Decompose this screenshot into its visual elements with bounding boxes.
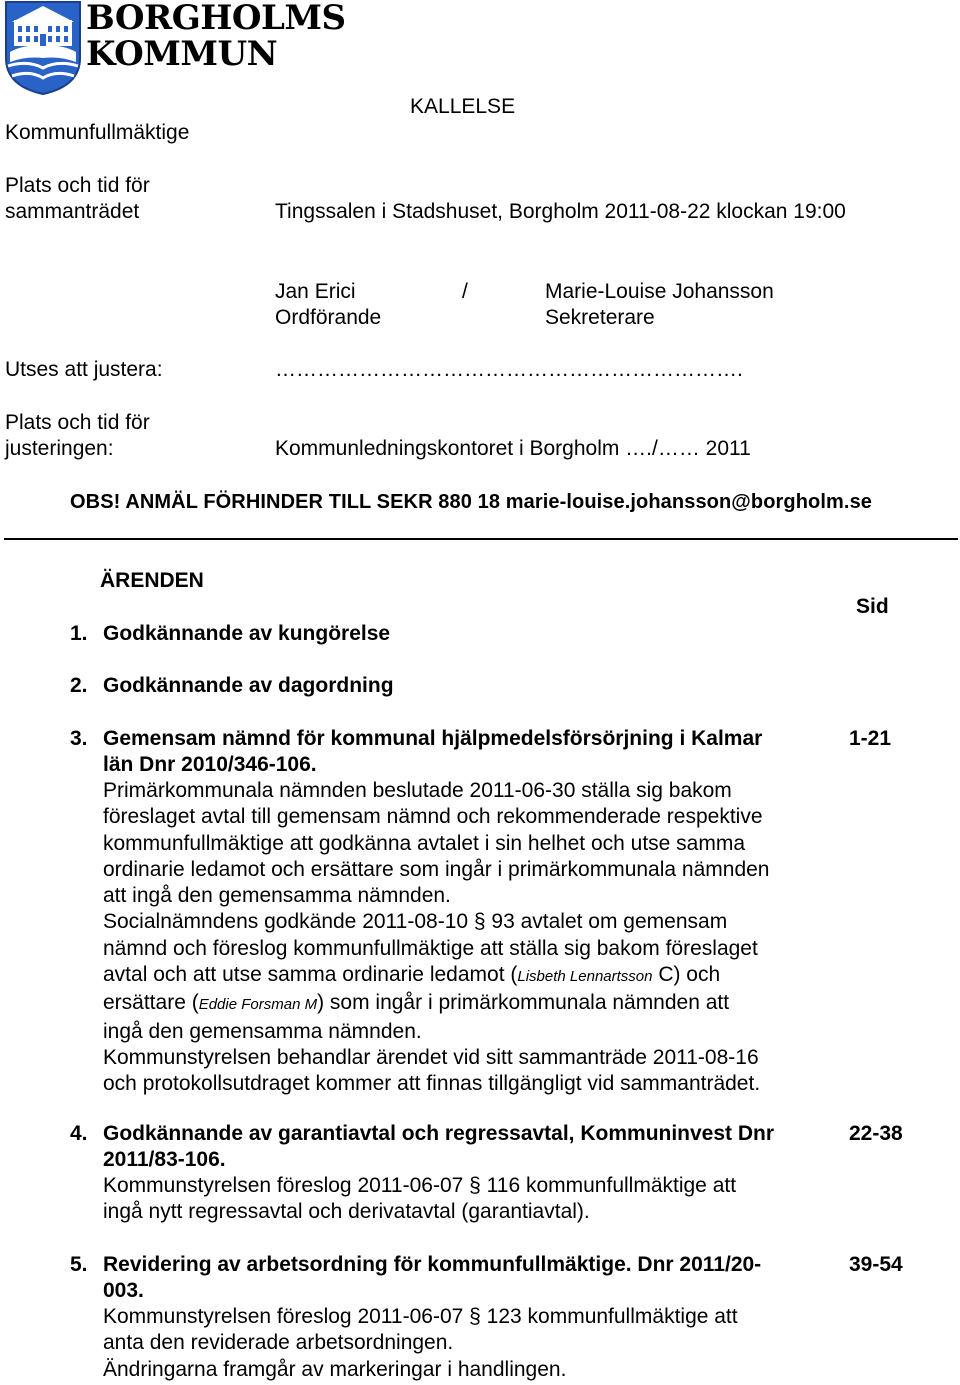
description-line: kommunfullmäktige att godkänna avtalet i sin helhet och utse samma <box>103 831 746 855</box>
item-number: 3. <box>70 727 88 750</box>
coat-of-arms-icon <box>4 0 82 96</box>
item-pages: 22-38 <box>849 1122 903 1145</box>
document-type: KALLELSE <box>410 95 516 118</box>
secretary-title: Sekreterare <box>545 306 655 329</box>
chair-name: Jan Erici <box>275 280 356 303</box>
agenda-heading: ÄRENDEN <box>100 569 204 592</box>
text-segment: avtal och att utse samma ordinarie ledamot ( <box>103 963 518 987</box>
description-line: ingå nytt regressavtal och derivatavtal (garantiavtal). <box>103 1200 590 1224</box>
signature-separator: / <box>462 280 468 303</box>
description-line: Ändringarna framgår av markeringar i handlingen. <box>103 1357 567 1381</box>
adjust-place-value: Kommunledningskontoret i Borgholm …./…… 2011 <box>275 437 751 460</box>
member-name: Eddie Forsman M <box>198 996 318 1014</box>
description-line: anta den reviderade arbetsordningen. <box>103 1331 454 1355</box>
adjust-place-label-line1: Plats och tid för <box>5 411 150 434</box>
adjuster-label: Utses att justera: <box>5 358 163 381</box>
member-name: Lisbeth Lennartsson <box>517 968 653 986</box>
item-number: 4. <box>70 1122 88 1145</box>
item-title: Godkännande av kungörelse <box>103 622 391 645</box>
description-line: Primärkommunala nämnden beslutade 2011-06-30 ställa sig bakom <box>103 779 732 802</box>
meeting-label-line1: Plats och tid för <box>5 174 150 197</box>
item-title-line2: 2011/83-106. <box>103 1148 226 1171</box>
item-title: Godkännande av dagordning <box>103 674 394 697</box>
item-title-line1: Gemensam nämnd för kommunal hjälpmedelsförsörjning i Kalmar <box>103 727 763 750</box>
description-line <box>103 990 769 1018</box>
page-column-heading: Sid <box>856 595 889 618</box>
item-number: 2. <box>70 674 88 697</box>
item-title-line1: Revidering av arbetsordning för kommunfullmäktige. Dnr 2011/20- <box>103 1253 762 1276</box>
description-line: ordinarie ledamot och ersättare som ingår i primärkommunala nämnden <box>103 857 770 881</box>
text-segment: C) och <box>652 963 721 987</box>
item-description <box>103 778 769 1098</box>
description-line: och protokollsutdraget kommer att finnas tillgängligt vid sammanträdet. <box>103 1072 761 1096</box>
item-pages: 39-54 <box>849 1253 903 1276</box>
logo-line-2: KOMMUN <box>86 34 278 74</box>
description-line: Socialnämndens godkände 2011-08-10 § 93 avtalet om gemensam <box>103 910 728 934</box>
description-line: Kommunstyrelsen behandlar ärendet vid sitt sammanträde 2011-08-16 <box>103 1045 759 1069</box>
secretary-name: Marie-Louise Johansson <box>545 280 774 303</box>
adjuster-blank: …………………………………………………………. <box>275 358 743 381</box>
logo-wordmark <box>86 0 346 72</box>
committee-name: Kommunfullmäktige <box>5 121 190 144</box>
item-number: 1. <box>70 622 88 645</box>
meeting-label-line2: sammanträdet <box>5 200 140 223</box>
absence-notice: OBS! ANMÄL FÖRHINDER TILL SEKR 880 18 marie-louise.johansson@borgholm.se <box>70 491 873 513</box>
item-title-line2: län Dnr 2010/346-106. <box>103 753 317 776</box>
item-pages: 1-21 <box>849 727 892 750</box>
chair-title: Ordförande <box>275 306 382 329</box>
text-segment: ersättare ( <box>103 991 199 1015</box>
text-segment: ) som ingår i primärkommunala nämnden att <box>317 991 730 1015</box>
description-line: Kommunstyrelsen föreslog 2011-06-07 § 116 kommunfullmäktige att <box>103 1174 737 1197</box>
description-line: nämnd och föreslog kommunfullmäktige att ställa sig bakom föreslaget <box>103 936 758 960</box>
item-description <box>103 1304 738 1383</box>
section-divider <box>4 538 958 540</box>
meeting-place-time: Tingssalen i Stadshuset, Borgholm 2011-08-22 klockan 19:00 <box>275 200 846 223</box>
description-line: ingå den gemensamma nämnden. <box>103 1019 422 1043</box>
description-line <box>103 962 769 990</box>
description-line: föreslaget avtal till gemensam nämnd och rekommenderade respektive <box>103 805 763 829</box>
item-title-line1: Godkännande av garantiavtal och regressavtal, Kommuninvest Dnr <box>103 1122 775 1145</box>
item-description <box>103 1173 736 1226</box>
description-line: att ingå den gemensamma nämnden. <box>103 884 451 908</box>
description-line: Kommunstyrelsen föreslog 2011-06-07 § 123 kommunfullmäktige att <box>103 1305 738 1328</box>
item-number: 5. <box>70 1253 88 1276</box>
adjust-place-label-line2: justeringen: <box>5 437 114 460</box>
item-title-line2: 003. <box>103 1279 144 1302</box>
logo-line-1: BORGHOLMS <box>86 0 346 38</box>
